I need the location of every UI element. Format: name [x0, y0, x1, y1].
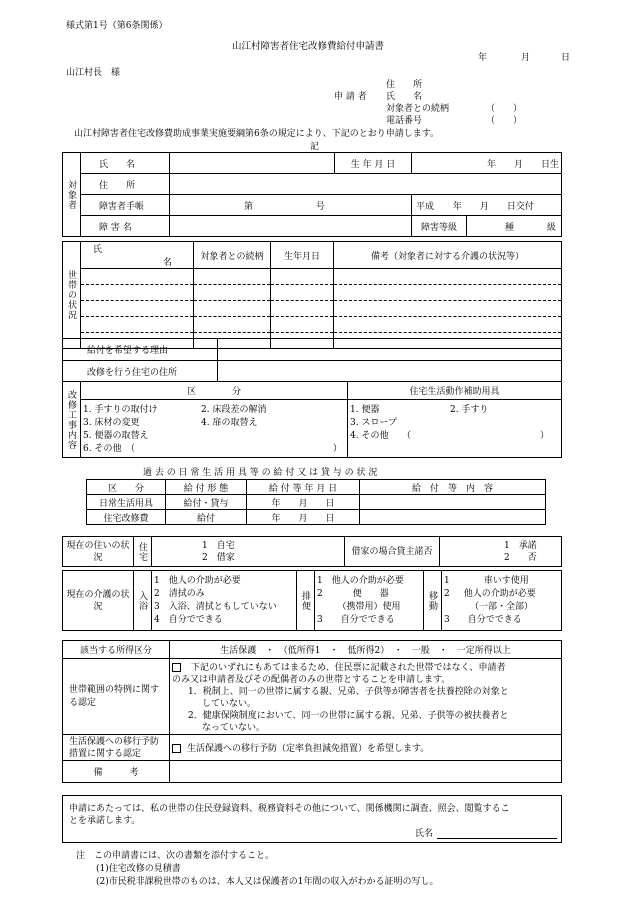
- applicant-group-label: 申 請 者: [334, 92, 367, 102]
- bath-opt[interactable]: 2 清拭のみ: [154, 588, 205, 599]
- handbook-dai: 第: [244, 201, 254, 212]
- living-options[interactable]: [152, 537, 345, 567]
- rent-opt[interactable]: 1 承諾: [504, 540, 537, 551]
- care-label: 現在の介護の状況: [63, 571, 134, 631]
- living-table: [62, 536, 562, 567]
- target-side-label: 対象者: [63, 153, 81, 237]
- living-opt[interactable]: 2 借家: [202, 552, 235, 563]
- household-header-name1: 氏: [93, 245, 103, 255]
- prevent-value: 生活保護への移行予防（定率負担減免措置）を希望します。: [187, 744, 430, 754]
- living-label: 現在の住いの状況: [63, 537, 134, 567]
- household-header-birth: 生年月日: [271, 242, 334, 269]
- past-cell: 住宅改修費: [87, 510, 166, 525]
- target-grade-label: 障害等級: [412, 216, 467, 237]
- consent-line: 申請にあたっては、私の世帯の住民登録資料、税務資料その他について、関係機関に調査、照会、閲覧するこ: [69, 804, 510, 814]
- date-month-label: 月: [521, 53, 531, 63]
- applicant-relation-label: 対象者との続柄: [386, 104, 450, 114]
- handbook-go: 号: [315, 201, 325, 212]
- special-checkbox[interactable]: [172, 663, 181, 672]
- past-cell[interactable]: 年 月 日: [247, 495, 360, 510]
- household-row[interactable]: [63, 317, 562, 333]
- ki-label: 記: [310, 142, 320, 152]
- income-label: 該当する所得区分: [63, 641, 170, 659]
- care-excretion-label: 排便: [297, 571, 315, 631]
- special-label: 世帯範囲の特例に関する認定: [63, 659, 170, 735]
- prevent-content[interactable]: [170, 735, 562, 761]
- kaishu-item[interactable]: 2. 床段差の解消: [201, 405, 267, 415]
- target-handbook-label: 障害者手帳: [81, 195, 170, 216]
- notes-item: (2)市民税非課税世帯のものは、本人又は保護者の1年間の収入がわかる証明の写し。: [96, 877, 439, 887]
- target-disability-value[interactable]: [170, 216, 412, 237]
- kaishu-aids-header: 住宅生活動作補助用具: [348, 382, 562, 400]
- prevent-checkbox[interactable]: [172, 744, 181, 753]
- kaishu-kubun-header: 区 分: [81, 382, 348, 400]
- target-address-value[interactable]: [170, 174, 562, 195]
- rent-opt[interactable]: 2 否: [504, 552, 537, 563]
- aid-item[interactable]: 2. 手すり: [450, 405, 489, 415]
- past-header: 区 分: [87, 480, 166, 495]
- special-line: していない。: [202, 699, 257, 709]
- ex-opt[interactable]: [317, 588, 421, 601]
- kaishu-item[interactable]: 3. 床材の変更: [83, 418, 140, 428]
- target-address-label: 住 所: [81, 174, 170, 195]
- aid-item[interactable]: 4. その他 （: [350, 431, 411, 441]
- past-header: 給 付 等 年 月 日: [247, 480, 360, 495]
- care-bath-label: 入浴: [134, 571, 152, 631]
- house-address-value[interactable]: [218, 361, 562, 382]
- income-table: [62, 640, 562, 783]
- mv-opt-num: 2: [444, 588, 450, 599]
- care-move-label: 移動: [424, 571, 442, 631]
- special-content[interactable]: [170, 659, 562, 735]
- special-line: のみ又は申請者及びその配偶者のみの世帯とすることを申請します。: [172, 675, 451, 685]
- special-line: なっていない。: [202, 723, 266, 733]
- kaishu-item[interactable]: 5. 便器の取替え: [83, 431, 149, 441]
- household-header-name2: 名: [163, 258, 173, 268]
- past-row[interactable]: [87, 495, 546, 510]
- rent-options[interactable]: [440, 537, 562, 567]
- mv-opt-text: 車いす使用: [483, 575, 529, 586]
- date-day-label: 日: [561, 53, 571, 63]
- living-jutaku: 住宅: [134, 537, 152, 567]
- applicant-address-label: 住 所: [386, 80, 423, 90]
- kaishu-item[interactable]: 1. 手すりの取付け: [83, 405, 158, 415]
- mv-opt[interactable]: 3 自分でできる: [444, 614, 522, 625]
- ex-opt-num: 2: [317, 588, 323, 599]
- page-title: 山江村障害者住宅改修費給付申請書: [232, 41, 385, 52]
- aid-item-close: ）: [540, 431, 550, 441]
- income-value[interactable]: 生活保護 ・ （低所得1 ・ 低所得2） ・ 一般 ・ 一定所得以上: [170, 641, 562, 659]
- ex-opt-sub: （携帯用）使用: [337, 601, 401, 612]
- past-header: 給 付 等 内 容: [360, 480, 546, 495]
- aid-items[interactable]: [348, 400, 562, 458]
- applicant-phone-paren: （ ）: [486, 116, 523, 126]
- target-table: [62, 152, 562, 237]
- mv-opt[interactable]: [444, 588, 559, 601]
- mv-opt-num: 1: [444, 575, 450, 586]
- aid-item[interactable]: 1. 便器: [350, 405, 380, 415]
- ex-opt-text: 便 器: [352, 588, 389, 599]
- bath-opt[interactable]: 4 自分でできる: [154, 614, 223, 625]
- living-opt[interactable]: 1 自宅: [202, 540, 235, 551]
- issued-date: 年 月 日交付: [452, 201, 534, 212]
- past-table: [86, 479, 546, 525]
- kaishu-item-close: ）: [333, 444, 343, 454]
- target-name-value[interactable]: [170, 153, 335, 174]
- notes-head: 注 この申請書には、次の書類を添付すること。: [76, 851, 275, 861]
- past-header: 給 付 形 態: [166, 480, 247, 495]
- target-grade-value[interactable]: [467, 216, 562, 237]
- intro-text: 山江村障害者住宅改修費助成事業実施要綱第6条の規定により、下記のとおり申請します。: [74, 129, 440, 139]
- past-cell[interactable]: 給付: [166, 510, 247, 525]
- target-disability-label: 障 害 名: [81, 216, 170, 237]
- notes-item: (1)住宅改修の見積書: [96, 864, 181, 874]
- house-address-label: 改修を行う住宅の住所: [63, 361, 218, 382]
- care-table: [62, 570, 562, 631]
- household-side-label: 世帯の状況: [63, 242, 81, 349]
- bath-opt[interactable]: 3 入浴、清拭ともしていない: [154, 601, 277, 612]
- biko-label: 備 考: [63, 761, 170, 783]
- mv-opt-sub: （一部・全部）: [469, 601, 533, 612]
- kaishu-item[interactable]: 4. 扉の取替え: [201, 418, 258, 428]
- care-move-options[interactable]: [442, 571, 562, 631]
- household-header-name: [81, 242, 194, 269]
- past-cell[interactable]: [360, 495, 546, 510]
- past-cell[interactable]: [360, 510, 546, 525]
- household-header-relation: 対象者との続柄: [194, 242, 271, 269]
- grade-kyu: 級: [546, 222, 556, 233]
- applicant-phone-label: 電話番号: [386, 116, 423, 126]
- past-cell: 日常生活用具: [87, 495, 166, 510]
- target-birth-value[interactable]: 年 月 日生: [412, 153, 562, 174]
- household-row[interactable]: [63, 301, 562, 317]
- kaishu-item[interactable]: 6. その他 （: [83, 444, 135, 454]
- kaishu-items[interactable]: [81, 400, 348, 458]
- form-number: 様式第1号（第6条関係）: [66, 21, 168, 31]
- consent-sign-line[interactable]: [437, 829, 557, 839]
- household-header-note: 備考（対象者に対する介護の状況等）: [334, 242, 562, 269]
- ex-opt[interactable]: 1 他人の介助が必要: [317, 575, 404, 586]
- reason-label: 給付を希望する理由: [63, 339, 218, 361]
- care-bath-options[interactable]: [152, 571, 297, 631]
- reason-value[interactable]: [218, 339, 562, 361]
- consent-box: [62, 795, 562, 843]
- past-row[interactable]: [87, 510, 546, 525]
- consent-sign-label: 氏名: [415, 829, 434, 839]
- target-handbook-value[interactable]: [170, 195, 412, 216]
- past-cell[interactable]: 給付・貸与: [166, 495, 247, 510]
- past-title: 過 去 の 日 常 生 活 用 具 等 の 給 付 又 は 貸 与 の 状 況: [143, 468, 378, 478]
- kaishu-table: [62, 381, 562, 458]
- grade-shu: 種: [505, 222, 515, 233]
- kaishu-side-label: 改修工事内容: [63, 382, 81, 458]
- target-issued-value[interactable]: [412, 195, 562, 216]
- addressee: 山江村長 様: [66, 68, 121, 78]
- special-line: 2．健康保険制度において、同一の世帯に属する親、兄弟、子供等の被扶養者と: [188, 711, 509, 721]
- rent-label: 借家の場合貸主諾否: [345, 537, 440, 567]
- reason-table: [62, 338, 562, 382]
- consent-sign[interactable]: [415, 826, 557, 839]
- biko-value[interactable]: [170, 761, 562, 783]
- ex-opt[interactable]: 3 自分でできる: [317, 614, 395, 625]
- issued-heisei: 平成: [416, 201, 435, 212]
- household-table: [62, 241, 562, 349]
- date-year-label: 年: [478, 53, 488, 63]
- past-cell[interactable]: 年 月 日: [247, 510, 360, 525]
- target-name-label: 氏 名: [81, 153, 170, 174]
- applicant-relation-paren: （ ）: [486, 104, 523, 114]
- special-line: 下記のいずれにもあてはまるため、住民票に記載された世帯ではなく、申請者: [191, 663, 506, 673]
- aid-item[interactable]: 3. スロープ: [350, 418, 397, 428]
- household-row[interactable]: [63, 285, 562, 301]
- mv-opt[interactable]: [444, 575, 559, 588]
- applicant-name-label: 氏 名: [386, 92, 423, 102]
- bath-opt[interactable]: 1 他人の介助が必要: [154, 575, 241, 586]
- household-row[interactable]: [63, 269, 562, 285]
- consent-line: とを承諾します。: [69, 816, 141, 826]
- target-birth-label: 生 年 月 日: [335, 153, 412, 174]
- care-excretion-options[interactable]: [315, 571, 424, 631]
- prevent-label: 生活保護への移行予防措置に関する認定: [63, 735, 170, 761]
- mv-opt-text: 他人の介助が必要: [463, 588, 536, 599]
- special-line: 1．税制上、同一の世帯に属する親、兄弟、子供等が障害者を扶養控除の対象と: [188, 687, 509, 697]
